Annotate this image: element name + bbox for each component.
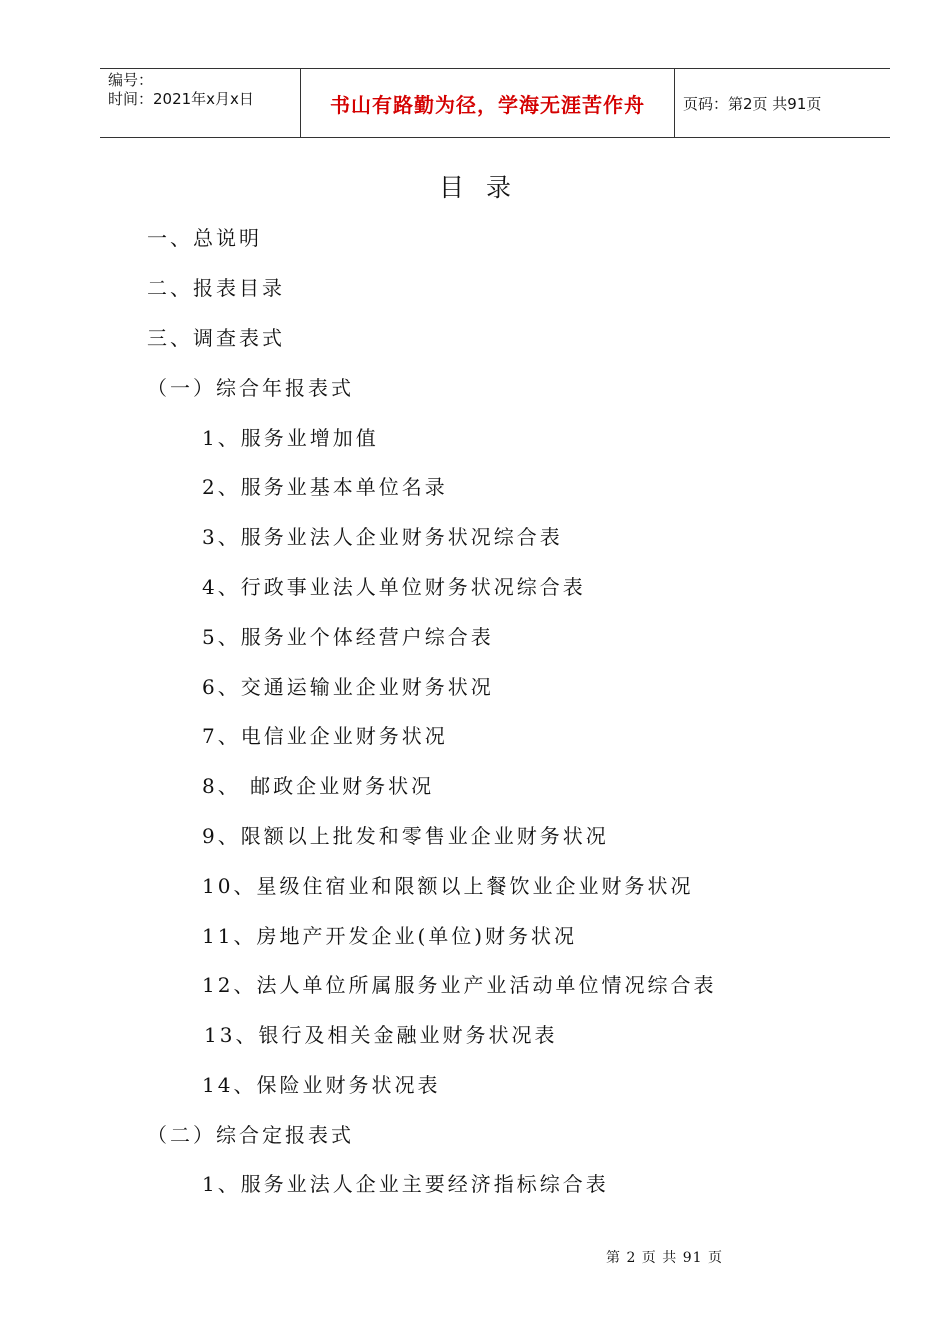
- toc-item: 10、星级住宿业和限额以上餐饮业企业财务状况: [202, 874, 694, 898]
- header-motto-cell: [301, 69, 675, 137]
- toc-item: 4、行政事业法人单位财务状况综合表: [202, 575, 586, 599]
- toc-item: （一）综合年报表式: [147, 376, 354, 400]
- toc-item: 5、服务业个体经营户综合表: [202, 625, 494, 649]
- document-title: 目录: [438, 173, 533, 202]
- toc-item: 12、法人单位所属服务业产业活动单位情况综合表: [202, 973, 717, 997]
- header-page-cell: [675, 69, 890, 137]
- page-number-label: 页码：第2页 共91页: [683, 94, 822, 113]
- page-footer: 第 2 页 共 91 页: [606, 1250, 723, 1266]
- toc-item: 7、电信业企业财务状况: [202, 724, 448, 748]
- toc-item: 二、报表目录: [147, 276, 285, 300]
- toc-item: 1、服务业法人企业主要经济指标综合表: [202, 1172, 609, 1196]
- toc-item: 一、总说明: [147, 226, 262, 250]
- toc-item: 14、保险业财务状况表: [202, 1073, 441, 1097]
- toc-item: 9、限额以上批发和零售业企业财务状况: [202, 824, 609, 848]
- toc-item: 13、银行及相关金融业财务状况表: [204, 1023, 558, 1047]
- toc-item: （二）综合定报表式: [147, 1123, 354, 1147]
- header-meta-cell: [100, 69, 301, 137]
- toc-item: 11、房地产开发企业(单位)财务状况: [202, 924, 578, 948]
- page-header: [100, 68, 890, 138]
- toc-item: 三、调查表式: [147, 326, 285, 350]
- toc-item: 1、服务业增加值: [202, 426, 379, 450]
- code-label: 编号：: [108, 71, 154, 89]
- toc-item: 8、 邮政企业财务状况: [202, 774, 435, 798]
- toc-item: 3、服务业法人企业财务状况综合表: [202, 525, 563, 549]
- motto-text: 书山有路勤为径，学海无涯苦作舟: [330, 92, 645, 117]
- toc-item: 6、交通运输业企业财务状况: [202, 675, 494, 699]
- toc-item: 2、服务业基本单位名录: [202, 475, 448, 499]
- time-label: 时间：2021年x月x日: [108, 90, 254, 108]
